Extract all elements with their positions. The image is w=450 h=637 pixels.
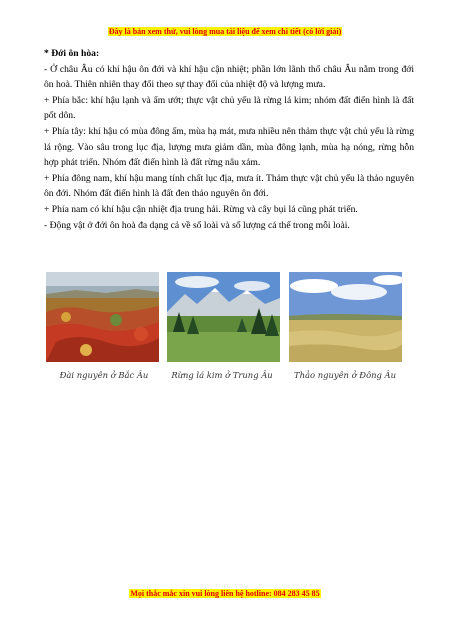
paragraph: + Phía bắc: khí hậu lạnh và ẩm ướt; thực vật chủ yếu là rừng lá kim; nhóm đất điển hình là đất pốt dôn. bbox=[44, 94, 414, 122]
caption-tundra: Đài nguyên ở Bắc Âu bbox=[59, 370, 149, 380]
tundra-photo bbox=[46, 272, 159, 362]
steppe-photo bbox=[289, 272, 402, 362]
image-row bbox=[46, 272, 402, 364]
paragraph: - Động vật ở đới ôn hoà đa dạng cả về số loài và số lượng cá thể trong mỗi loài. bbox=[44, 219, 350, 231]
hotline-text: Mọi thắc mắc xin vui lòng liên hệ hotline: 084 283 45 85 bbox=[130, 589, 320, 598]
coniferous-forest-photo bbox=[167, 272, 280, 362]
document-body bbox=[44, 46, 414, 233]
hotline-banner bbox=[0, 589, 450, 598]
paragraph: + Phía tây: khí hậu có mùa đông ấm, mùa hạ mát, mưa nhiều nên thảm thực vật chủ yếu là rừng lá rộng. Vào sâu trong lục địa, lượng mưa giảm dần, mùa đông lạnh, mùa hạ nóng, rừng hỗn hợp phát triển. Nhóm đất điển hình là đất rừng nâu xám. bbox=[44, 125, 414, 169]
paragraph: + Phía nam có khí hậu cận nhiệt địa trung hải. Rừng và cây bụi lá cũng phát triển. bbox=[44, 203, 358, 215]
section-heading: * Đới ôn hòa: bbox=[44, 48, 100, 59]
caption-steppe: Thảo nguyên ở Đông Âu bbox=[294, 370, 396, 380]
paragraph: - Ở châu Âu có khí hậu ôn đới và khí hậu cận nhiệt; phần lớn lãnh thổ châu Âu nằm trong đới ôn hoà. Thiên nhiên thay đổi theo sự thay đổi của nhiệt độ và lượng mưa. bbox=[44, 63, 414, 91]
preview-notice-banner bbox=[0, 27, 450, 36]
caption-coniferous-forest: Rừng lá kim ở Trung Âu bbox=[171, 370, 273, 380]
preview-notice-text: Đây là bản xem thử, vui lòng mua tài liệu để xem chi tiết (có lời giải) bbox=[108, 27, 342, 36]
paragraph: + Phía đông nam, khí hậu mang tính chất lục địa, mưa ít. Thảm thực vật chủ yếu là thảo nguyên ôn đới. Nhóm đất điển hình là đất đen thảo nguyên ôn đới. bbox=[44, 172, 414, 200]
